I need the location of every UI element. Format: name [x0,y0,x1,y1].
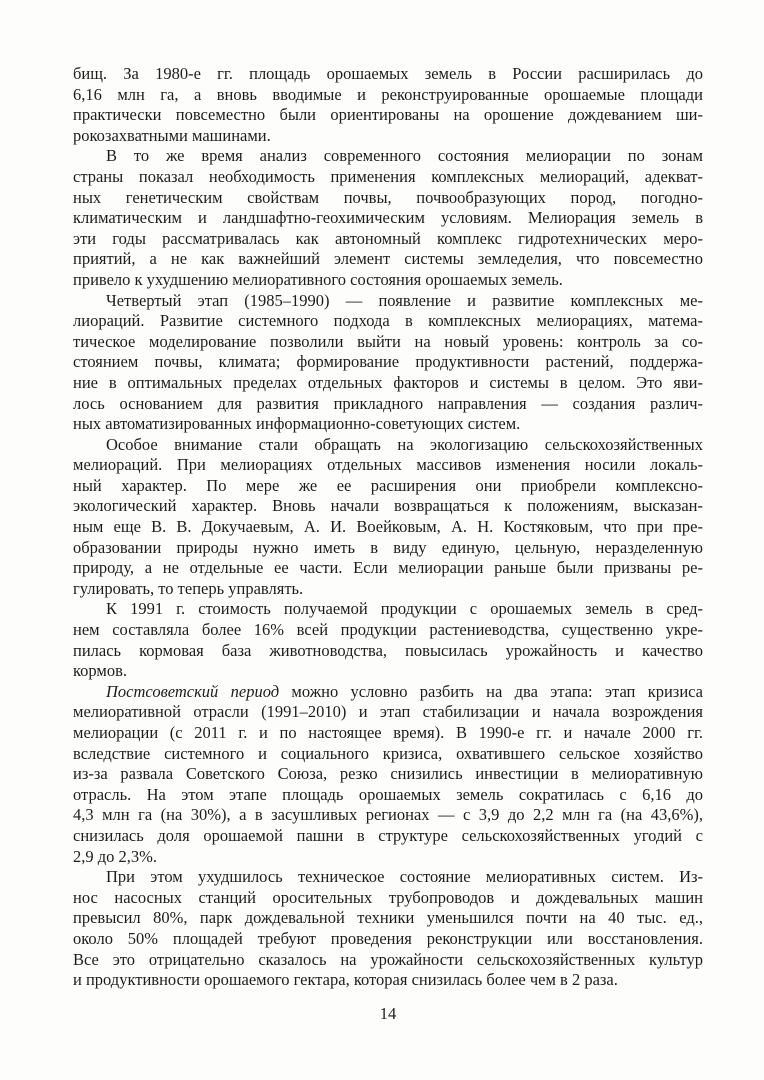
text-line [73,435,703,456]
text-line [73,970,703,991]
text-line [73,291,703,312]
paragraph [73,599,703,681]
text-line [73,661,703,682]
text-line [73,599,703,620]
text-segment: можно условно разбить на два этапа: этап кризиса [279,681,703,701]
text-segment: около 50% площадей требуют проведения реконструкции или восстановления. [73,928,703,948]
text-line [73,888,703,909]
paragraph [73,64,703,146]
text-line [73,188,703,209]
text-segment: ных автоматизированных информационно-советующих систем. [73,414,521,434]
text-segment: мелиораций. При мелиорациях отдельных массивов изменения носили локаль- [73,455,703,475]
text-segment: лось основанием для развития прикладного направления — создания различ- [73,393,703,413]
text-line [73,126,703,147]
text-segment: снизилась доля орошаемой пашни в структуре сельскохозяйственных угодий с [73,825,703,845]
text-line [73,682,703,703]
text-segment: 6,16 млн га, а вновь вводимые и реконструированные орошаемые площади [73,84,703,104]
text-line [73,950,703,971]
text-segment: рокозахватными машинами. [73,125,271,145]
text-segment: и продуктивности орошаемого гектара, которая снизилась более чем в 2 раза. [73,970,618,990]
text-segment: экологический характер. Вновь начали возвращаться к положениям, высказан- [73,496,703,516]
text-segment: мелиорации (с 2011 г. и по настоящее время). В 1990-е гг. и начале 2000 гг. [73,723,703,742]
text-line [73,208,703,229]
text-segment: вследствие системного и социального кризиса, охватившего сельское хозяйство [73,743,703,763]
text-line [73,332,703,353]
text-segment: лиораций. Развитие системного подхода в комплексных мелиорациях, матема- [73,311,703,331]
text-line [73,455,703,476]
text-line [73,394,703,415]
text-segment: Четвертый этап (1985–1990) — появление и развитие комплексных ме- [106,290,703,310]
text-line [73,908,703,929]
text-segment: из-за развала Советского Союза, резко снизились инвестиции в мелиоративную [73,764,703,784]
text-line [73,579,703,600]
text-segment: привело к ухудшению мелиоративного состояния орошаемых земель. [73,269,563,289]
italic-text-segment: Постсоветский период [106,681,280,701]
paragraph [73,682,703,867]
text-line [73,929,703,950]
text-line [73,785,703,806]
text-segment: гулировать, то теперь управлять. [73,578,304,598]
text-segment: практически повсеместно были ориентированы на орошение дождеванием ши- [73,105,703,125]
text-segment: эти годы рассматривалась как автономный комплекс гидротехнических меро- [73,228,703,248]
text-line [73,826,703,847]
text-segment: отрасль. На этом этапе площадь орошаемых земель сократилась с 6,16 до [73,784,703,804]
text-segment: приятий, а не как важнейший элемент системы земледелия, что повсеместно [73,249,703,269]
text-line [73,641,703,662]
text-line [73,702,703,723]
text-segment: бищ. За 1980-е гг. площадь орошаемых земель в России расширилась до [73,64,703,83]
text-segment: Особое внимание стали обращать на экологизацию сельскохозяйственных [106,434,703,454]
text-line [73,538,703,559]
text-line [73,373,703,394]
text-segment: нем составляла более 16% всей продукции растениеводства, существенно укре- [73,620,703,640]
text-line [73,764,703,785]
text-line [73,270,703,291]
text-line [73,723,703,744]
paragraph [73,435,703,600]
text-segment: ный характер. По мере же ее расширения они приобрели комплексно- [73,475,703,495]
text-line [73,249,703,270]
paragraph [73,291,703,435]
text-line [73,85,703,106]
text-line [73,496,703,517]
text-segment: В то же время анализ современного состояния мелиорации по зонам [106,146,703,166]
paragraph [73,867,703,991]
text-line [73,352,703,373]
text-line [73,867,703,888]
text-segment: страны показал необходимость применения комплексных мелиораций, адекват- [73,166,703,186]
text-line [73,167,703,188]
text-line [73,64,703,85]
text-segment: кормов. [73,661,128,681]
text-line [73,476,703,497]
text-segment: 2,9 до 2,3%. [73,846,158,866]
text-line [73,805,703,826]
text-segment: пилась кормовая база животноводства, повысилась урожайность и качество [73,640,703,660]
text-segment: мелиоративной отрасли (1991–2010) и этап стабилизации и начала возрождения [73,702,703,722]
text-segment: ным еще В. В. Докучаевым, А. И. Воейковым, А. Н. Костяковым, что при пре- [73,517,703,537]
text-segment: ние в оптимальных пределах отдельных факторов и системы в целом. Это яви- [73,372,703,392]
text-line [73,558,703,579]
text-segment: тическое моделирование позволили выйти на новый уровень: контроль за со- [73,331,703,351]
text-line [73,847,703,868]
text-line [73,311,703,332]
text-segment: При этом ухудшилось техническое состояние мелиоративных систем. Из- [106,867,703,887]
text-segment: нос насосных станций оросительных трубопроводов и дождевальных машин [73,887,703,907]
text-segment: образовании природы нужно иметь в виду единую, цельную, неразделенную [73,537,703,557]
text-segment: Все это отрицательно сказалось на урожайности сельскохозяйственных культур [73,949,703,969]
text-line [73,517,703,538]
text-line [73,105,703,126]
text-segment: К 1991 г. стоимость получаемой продукции с орошаемых земель в сред- [106,599,703,619]
text-line [73,229,703,250]
text-segment: природу, а не отдельные ее части. Если мелиорации раньше были призваны ре- [73,558,703,578]
text-segment: ных генетическим свойствам почвы, почвообразующих пород, погодно- [73,187,703,207]
text-block [73,64,703,991]
page-number: 14 [379,1003,397,1023]
text-line [73,146,703,167]
text-segment: 4,3 млн га (на 30%), а в засушливых регионах — с 3,9 до 2,2 млн га (на 43,6%), [73,805,703,825]
text-segment: превысил 80%, парк дождевальной техники уменьшился почти на 40 тыс. ед., [73,908,703,928]
text-line [73,414,703,435]
text-segment: стоянием почвы, климата; формирование продуктивности растений, поддержа- [73,352,703,372]
text-line [73,620,703,641]
paragraph [73,146,703,290]
text-segment: климатическим и ландшафтно-геохимическим условиям. Мелиорация земель в [73,208,703,228]
text-line [73,744,703,765]
